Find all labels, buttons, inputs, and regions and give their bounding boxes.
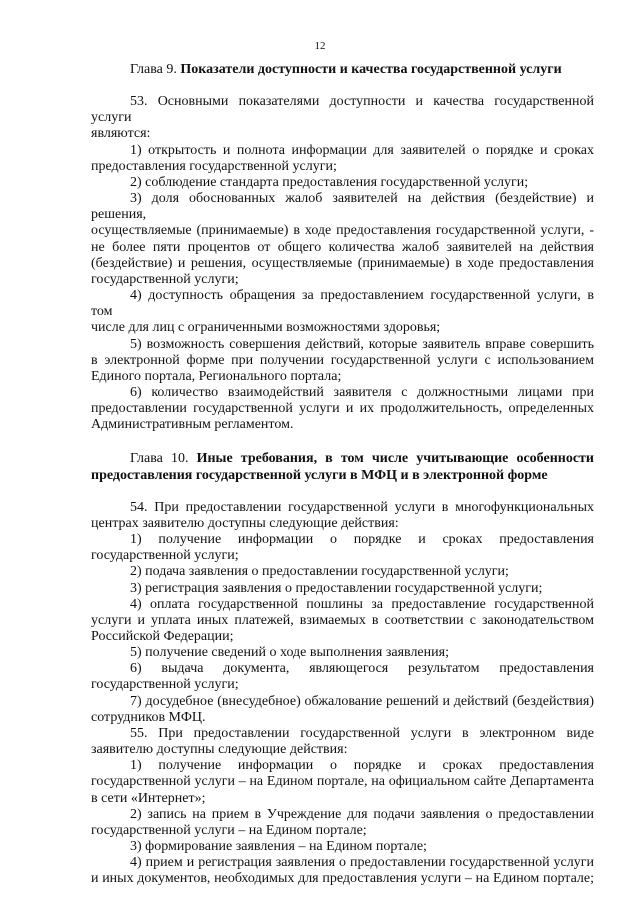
text-line: являются:	[91, 126, 151, 142]
chapter-10-heading	[91, 451, 594, 483]
chapter-10-heading-line-1	[91, 451, 594, 467]
spacer	[91, 78, 594, 94]
paragraph-54-item-6	[91, 661, 594, 693]
text-line: 7) досудебное (внесудебное) обжалование решений и действий (бездействия)	[130, 693, 594, 709]
text-line: 5) возможность совершения действий, которые заявитель вправе совершить	[130, 336, 594, 352]
chapter-9-title: Показатели доступности и качества государственной услуги	[180, 62, 562, 77]
paragraph-54-item-4	[91, 597, 594, 645]
text-line: 2) запись на прием в Учреждение для подачи заявления о предоставлении	[130, 806, 594, 822]
text-line: в электронной форме при получении государственной услуги с использованием	[91, 352, 594, 368]
chapter-10-label: Глава 10.	[130, 451, 189, 467]
chapter-10-title-line-1: Иные требования, в том числе учитывающие особенности	[196, 451, 595, 467]
text-line: 3) формирование заявления – на Едином портале;	[130, 839, 427, 855]
text-line: 4) прием и регистрация заявления о предоставлении государственной услуги	[130, 855, 594, 871]
text-line: 6) выдача документа, являющегося результатом предоставления	[130, 661, 594, 677]
paragraph-55-item-1	[91, 758, 594, 806]
chapter-9-heading	[91, 62, 594, 78]
text-line: 4) оплата государственной пошлины за предоставление государственной	[130, 596, 594, 612]
paragraph-54-item-7	[91, 694, 594, 726]
text-line: 53. Основными показателями доступности и качества государственной услуги	[91, 94, 594, 126]
text-line: числе для лиц с ограниченными возможностями здоровья;	[91, 320, 441, 336]
paragraph-54-item-1	[91, 532, 594, 564]
paragraph-53-item-5	[91, 337, 594, 385]
text-line: 3) регистрация заявления о предоставлении государственной услуги;	[130, 580, 543, 596]
paragraph-55-item-2	[91, 807, 594, 839]
paragraph-53-item-2	[91, 175, 594, 191]
paragraph-54-item-3	[91, 581, 594, 597]
text-line: 1) получение информации о порядке и сроках предоставления	[130, 532, 594, 548]
text-line: Единого портала, Регионального портала;	[91, 368, 342, 384]
text-line: не более пяти процентов от общего количества жалоб заявителей на действия	[91, 239, 594, 255]
spacer	[91, 484, 594, 500]
text-line: Административным регламентом.	[91, 417, 294, 433]
text-line: 4) доступность обращения за предоставлением государственной услуги, в том	[91, 288, 594, 320]
text-line: сотрудников МФЦ.	[91, 709, 206, 725]
paragraph-54-item-5	[91, 645, 594, 661]
text-line: заявителю доступны следующие действия:	[91, 742, 348, 758]
paragraph-54-item-2	[91, 564, 594, 580]
paragraph-53-item-6	[91, 385, 594, 433]
paragraph-55	[91, 726, 594, 758]
text-line: 2) соблюдение стандарта предоставления государственной услуги;	[130, 174, 529, 190]
paragraph-54	[91, 500, 594, 532]
text-line: центрах заявителю доступны следующие действия:	[91, 515, 399, 531]
spacer	[91, 433, 594, 451]
text-line: услуги и уплата иных платежей, взимаемых в соответствии с законодательством	[91, 612, 594, 628]
text-line: 54. При предоставлении государственной услуги в многофункциональных	[130, 499, 594, 515]
text-line: и иных документов, необходимых для предоставления услуги – на Едином портале;	[91, 871, 594, 887]
paragraph-53	[91, 94, 594, 142]
text-line: предоставления государственной услуги;	[91, 158, 337, 174]
text-line: государственной услуги;	[91, 271, 239, 287]
paragraph-53-item-1	[91, 143, 594, 175]
text-line: 5) получение сведений о ходе выполнения заявления;	[130, 645, 449, 661]
paragraph-55-item-4	[91, 855, 594, 887]
text-line: государственной услуги;	[91, 548, 239, 564]
document-body	[91, 62, 594, 888]
text-line: государственной услуги – на Едином портале;	[91, 822, 367, 838]
paragraph-53-item-3	[91, 191, 594, 288]
text-line: 6) количество взаимодействий заявителя с должностными лицами при	[130, 384, 594, 400]
text-line: Российской Федерации;	[91, 629, 234, 644]
chapter-9-label: Глава 9.	[130, 62, 177, 77]
text-line: государственной услуги – на Едином портале, на официальном сайте Департамента	[91, 774, 594, 790]
text-line: предоставлении государственной услуги и их продолжительность, определенных	[91, 401, 594, 417]
text-line: 1) открытость и полнота информации для заявителей о порядке и сроках	[130, 142, 594, 158]
text-line: осуществляемые (принимаемые) в ходе предоставления государственной услуги, -	[91, 223, 594, 239]
text-line: 2) подача заявления о предоставлении государственной услуги;	[130, 564, 509, 580]
paragraph-55-item-3	[91, 839, 594, 855]
paragraph-53-item-4	[91, 288, 594, 336]
text-line: государственной услуги;	[91, 677, 239, 693]
text-line: 55. При предоставлении государственной услуги в электронном виде	[130, 725, 594, 741]
chapter-10-title-line-2: предоставления государственной услуги в МФЦ и в электронной форме	[91, 467, 548, 483]
chapter-10-heading-line-2	[91, 468, 594, 484]
page-number: 12	[314, 40, 326, 52]
text-line: (бездействие) и решения, осуществляемые (принимаемые) в ходе предоставления	[91, 255, 594, 271]
text-line: в сети «Интернет»;	[91, 790, 206, 806]
text-line: 3) доля обоснованных жалоб заявителей на действия (бездействие) и решения,	[91, 191, 594, 223]
text-line: 1) получение информации о порядке и сроках предоставления	[130, 758, 594, 774]
